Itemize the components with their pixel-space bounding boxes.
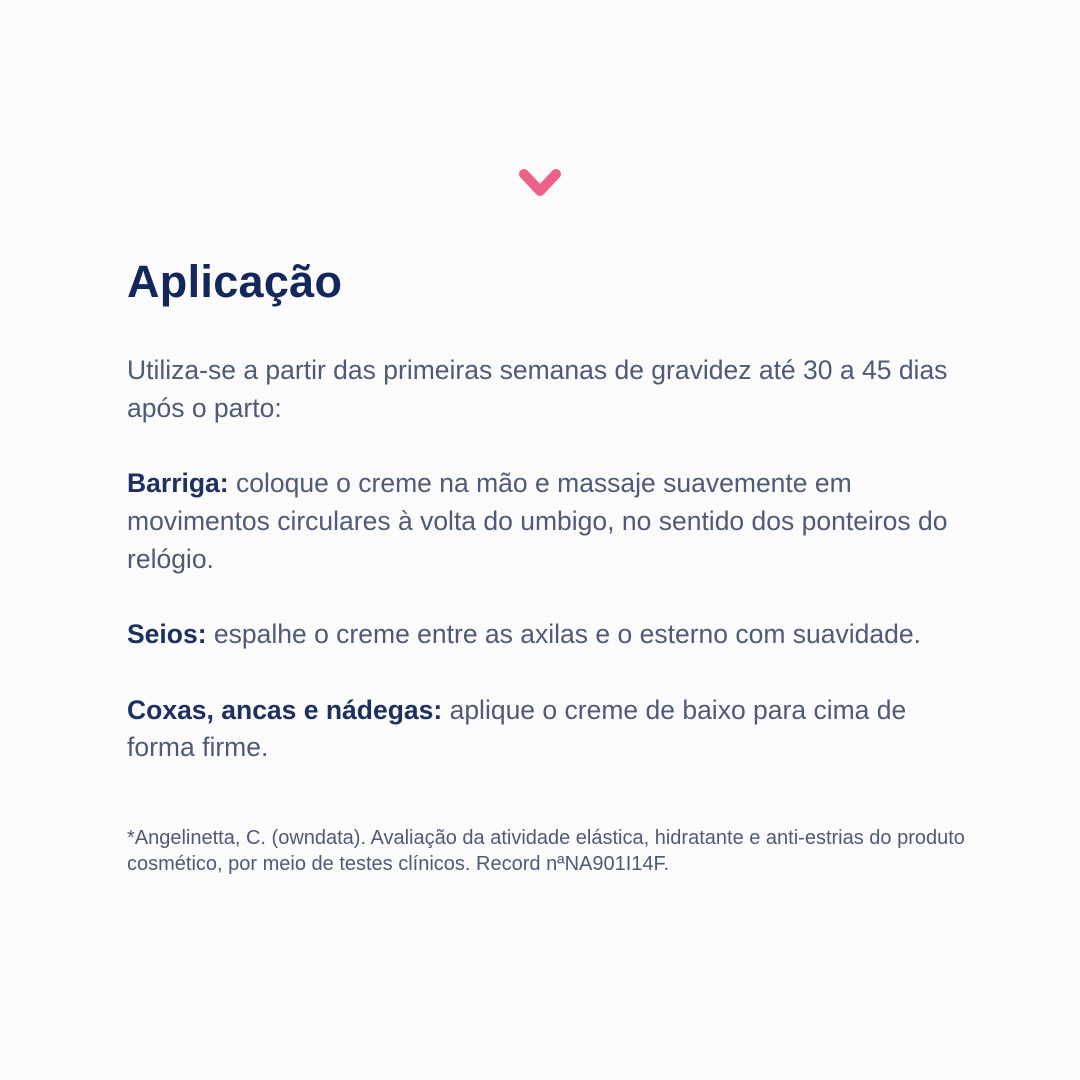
instruction-label: Barriga: [127, 468, 229, 499]
intro-paragraph: Utiliza-se a partir das primeiras semanas de gravidez até 30 a 45 dias após o parto: [127, 355, 948, 423]
section-title: Aplicação [127, 256, 343, 307]
instruction-label: Seios: [127, 619, 207, 650]
instruction-text: espalhe o creme entre as axilas e o esterno com suavidade. [206, 619, 921, 650]
footnote: *Angelinetta, C. (owndata). Avaliação da atividade elástica, hidratante e anti-estrias do produto cosmético, por meio de testes clínicos. Record nªNA901I14F. [127, 827, 965, 875]
instruction-paragraph-breasts [127, 616, 972, 654]
application-section [127, 256, 972, 877]
instruction-paragraph-thighs [127, 692, 972, 767]
chevron-down-icon[interactable] [517, 166, 563, 200]
instruction-label: Coxas, ancas e nádegas: [127, 694, 443, 725]
instruction-paragraph-belly [127, 465, 972, 578]
instruction-text: coloque o creme na mão e massaje suavemente em movimentos circulares à volta do umbigo, no sentido dos ponteiros do relógio. [127, 468, 948, 574]
instruction-text: aplique o creme de baixo para cima de forma firme. [127, 694, 907, 763]
scroll-down-indicator[interactable] [0, 166, 1080, 200]
